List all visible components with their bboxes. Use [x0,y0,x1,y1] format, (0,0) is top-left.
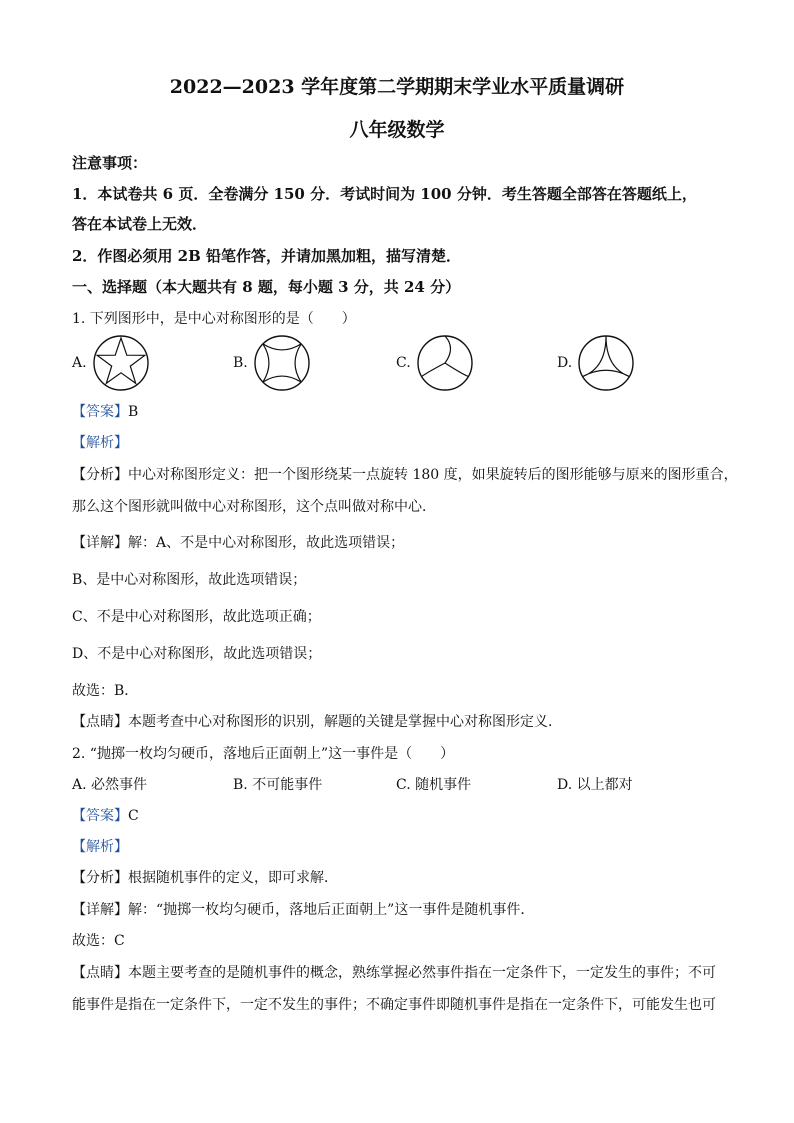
exam-subtitle: 八年级数学 [349,119,445,141]
q2-comment-line-2: 能事件是指在一定条件下，一定不发生的事件；不确定事件即随机事件是指在一定条件下，可能发生也可 [72,997,716,1013]
q2-detail-text: 解：“抛掷一枚均匀硬币，落地后正面朝上”这一事件是随机事件． [128,902,535,918]
q2-stem: 2. “抛掷一枚均匀硬币，落地后正面朝上”这一事件是（ ） [72,746,455,762]
q1-detail-text-1: 解：A、不是中心对称图形，故此选项错误； [128,535,405,551]
q1-detail-line-3: C、不是中心对称图形，故此选项正确； [72,609,321,625]
q2-answer: C [128,808,139,824]
q1-stem: 1. 下列图形中，是中心对称图形的是（ ） [72,311,356,327]
q1-option-d-label: D. [557,355,573,371]
q2-option-b: B. 不可能事件 [233,777,323,793]
notice-header: 注意事项： [72,154,148,172]
q2-option-d: D. 以上都对 [557,777,633,793]
concave-square-in-circle-figure [253,334,311,392]
q1-answer: B [128,404,139,420]
q1-option-c-label: C. [396,355,411,371]
notice-item-1: 1．本试卷共 6 页．全卷满分 150 分．考试时间为 100 分钟．考生答题全部答在答题纸上， [72,185,697,203]
star-in-circle-figure [92,334,150,392]
q1-fenxi-line-1 [72,464,738,484]
answer-tag: 【答案】 [72,808,128,824]
q2-conclusion: 故选：C [72,933,125,949]
q1-option-a-label: A. [72,355,87,371]
comment-tag: 【点睛】 [72,714,128,730]
q1-option-b-label: B. [233,355,248,371]
section-heading-choice: 一、选择题（本大题共有 8 题，每小题 3 分，共 24 分） [72,278,461,296]
q2-option-c: C. 随机事件 [396,777,472,793]
q1-comment-text: 本题考查中心对称图形的识别，解题的关键是掌握中心对称图形定义． [128,714,562,730]
comment-tag: 【点睛】 [72,965,128,981]
q2-analysis-tag: 【解析】 [72,839,128,855]
fenxi-tag: 【分析】 [72,870,128,886]
q2-fenxi-line [72,867,338,887]
detail-tag: 【详解】 [72,902,128,918]
q1-fenxi-text-1: 中心对称图形定义：把一个图形绕某一点旋转 180 度，如果旋转后的图形能够与原来的图形重合， [128,467,738,483]
notice-item-2: 2．作图必须用 2B 铅笔作答，并请加黑加粗，描写清楚． [72,247,461,265]
q1-detail-line-1 [72,532,404,552]
q1-conclusion: 故选：B． [72,683,139,699]
q2-answer-line [72,805,139,825]
q2-comment-line-1 [72,962,716,982]
q2-detail-line [72,899,534,919]
q2-comment-text-1: 本题主要考查的是随机事件的概念，熟练掌握必然事件指在一定条件下，一定发生的事件；不可 [128,965,716,981]
q1-analysis-tag: 【解析】 [72,435,128,451]
q1-detail-line-4: D、不是中心对称图形，故此选项错误； [72,646,322,662]
q1-fenxi-line-2: 那么这个图形就叫做中心对称图形，这个点叫做对称中心． [72,499,436,515]
q2-option-a: A. 必然事件 [72,777,148,793]
answer-tag: 【答案】 [72,404,128,420]
exam-title: 2022—2023 学年度第二学期期末学业水平质量调研 [169,76,625,98]
q2-fenxi-text: 根据随机事件的定义，即可求解． [128,870,338,886]
q1-comment-line [72,711,562,731]
fenxi-tag: 【分析】 [72,467,128,483]
detail-tag: 【详解】 [72,535,128,551]
reuleaux-triangle-in-circle-figure [577,334,635,392]
notice-item-1-cont: 答在本试卷上无效． [72,215,208,233]
three-arc-pinwheel-figure [416,334,474,392]
q1-detail-line-2: B、是中心对称图形，故此选项错误； [72,572,307,588]
q1-answer-line [72,401,138,421]
